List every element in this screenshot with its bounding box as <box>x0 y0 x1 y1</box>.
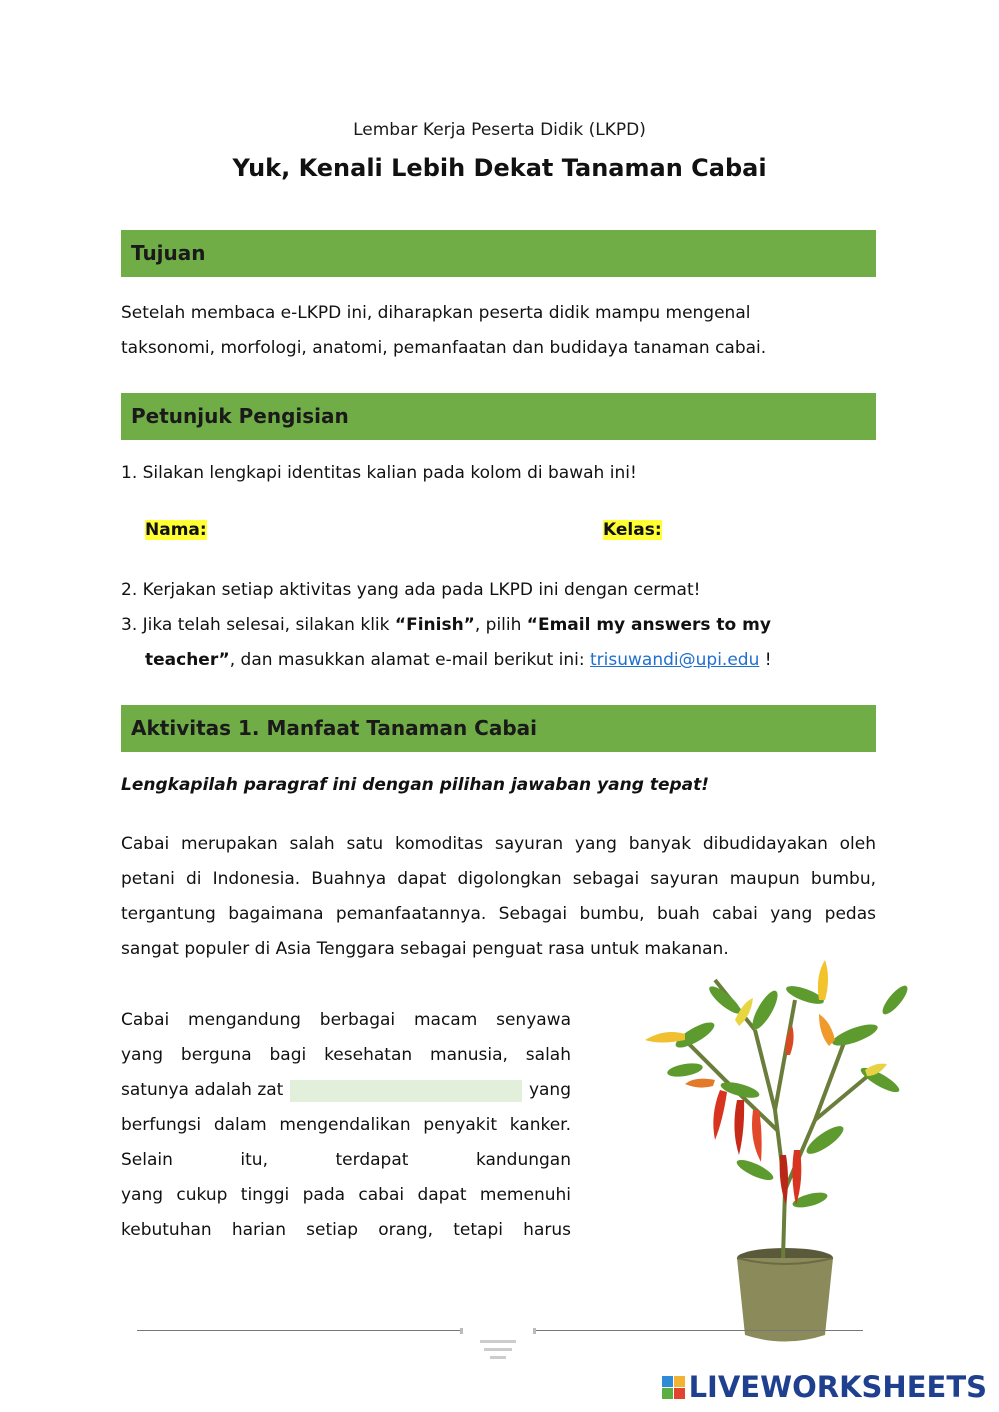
paragraph-line: Cabai mengandung berbagai macam senyawa <box>121 1010 571 1030</box>
item-text-end: ! <box>759 650 772 670</box>
plant-leaves <box>666 982 911 1210</box>
teacher-keyword: teacher” <box>145 650 230 670</box>
paragraph-line: kebutuhan harian setiap orang, tetapi harus <box>121 1220 571 1240</box>
activity-paragraph-2 <box>121 1003 571 1248</box>
paragraph-line: petani di Indonesia. Buahnya dapat digolongkan sebagai sayuran maupun bumbu, <box>121 869 876 889</box>
line-text: satunya adalah zat <box>121 1080 284 1100</box>
paragraph-line-with-blank <box>121 1073 571 1108</box>
activity-instruction: Lengkapilah paragraf ini dengan pilihan jawaban yang tepat! <box>121 775 710 795</box>
pot-body <box>737 1258 833 1342</box>
tujuan-line-1: Setelah membaca e-LKPD ini, diharapkan peserta didik mampu mengenal <box>121 303 751 323</box>
instruction-item-1 <box>121 456 876 491</box>
document-subtitle: Lembar Kerja Peserta Didik (LKPD) <box>353 120 646 140</box>
tujuan-paragraph <box>121 296 876 366</box>
section-header-aktivitas-1: Aktivitas 1. Manfaat Tanaman Cabai <box>121 705 876 752</box>
finish-keyword: “Finish” <box>394 615 475 635</box>
footer-divider-left <box>137 1330 460 1331</box>
paragraph-line: tergantung bagaimana pemanfaatannya. Sebagai bumbu, buah cabai yang pedas <box>121 904 876 924</box>
section-header-tujuan: Tujuan <box>121 230 876 277</box>
instruction-item-2 <box>121 573 876 608</box>
liveworksheets-brand-text: LIVEWORKSHEETS <box>688 1370 987 1404</box>
footer-divider-right <box>536 1330 863 1331</box>
teacher-email-link[interactable]: trisuwandi@upi.edu <box>590 650 760 670</box>
document-title: Yuk, Kenali Lebih Dekat Tanaman Cabai <box>232 154 767 182</box>
item-text: Kerjakan setiap aktivitas yang ada pada LKPD ini dengan cermat! <box>142 580 701 600</box>
item-text-b: , pilih <box>474 615 527 635</box>
paragraph-line: Selain itu, terdapat kandungan <box>121 1150 571 1170</box>
item-text-a: Jika telah selesai, silakan klik <box>142 615 395 635</box>
paragraph-line: Cabai merupakan salah satu komoditas sayuran yang banyak dibudidayakan oleh <box>121 834 876 854</box>
liveworksheets-logo-icon <box>662 1376 685 1399</box>
nama-label: Nama: <box>145 520 207 540</box>
paragraph-line: yang berguna bagi kesehatan manusia, salah <box>121 1045 571 1065</box>
item-text-c: , dan masukkan alamat e-mail berikut ini: <box>229 650 591 670</box>
item-number: 1. <box>121 463 138 483</box>
paragraph-line: yang cukup tinggi pada cabai dapat memenuhi <box>121 1185 571 1205</box>
nama-field[interactable] <box>145 520 207 540</box>
item-text: Silakan lengkapi identitas kalian pada kolom di bawah ini! <box>142 463 637 483</box>
paragraph-line: berfungsi dalam mengendalikan penyakit kanker. <box>121 1115 571 1135</box>
tujuan-line-2: taksonomi, morfologi, anatomi, pemanfaatan dan budidaya tanaman cabai. <box>121 338 767 358</box>
instruction-item-3 <box>121 608 876 678</box>
kelas-label: Kelas: <box>603 520 662 540</box>
kelas-field[interactable] <box>603 520 662 540</box>
page-number-ornament <box>460 1326 536 1366</box>
line-text: yang <box>528 1080 571 1100</box>
answer-blank-dropdown[interactable] <box>290 1080 522 1102</box>
section-header-petunjuk: Petunjuk Pengisian <box>121 393 876 440</box>
item-number: 3. <box>121 615 138 635</box>
email-option-keyword: “Email my answers to my <box>526 615 771 635</box>
liveworksheets-logo[interactable] <box>662 1370 987 1404</box>
paragraph-line: sangat populer di Asia Tenggara sebagai penguat rasa untuk makanan. <box>121 939 729 959</box>
chili-plant-image <box>625 940 925 1350</box>
item-number: 2. <box>121 580 138 600</box>
